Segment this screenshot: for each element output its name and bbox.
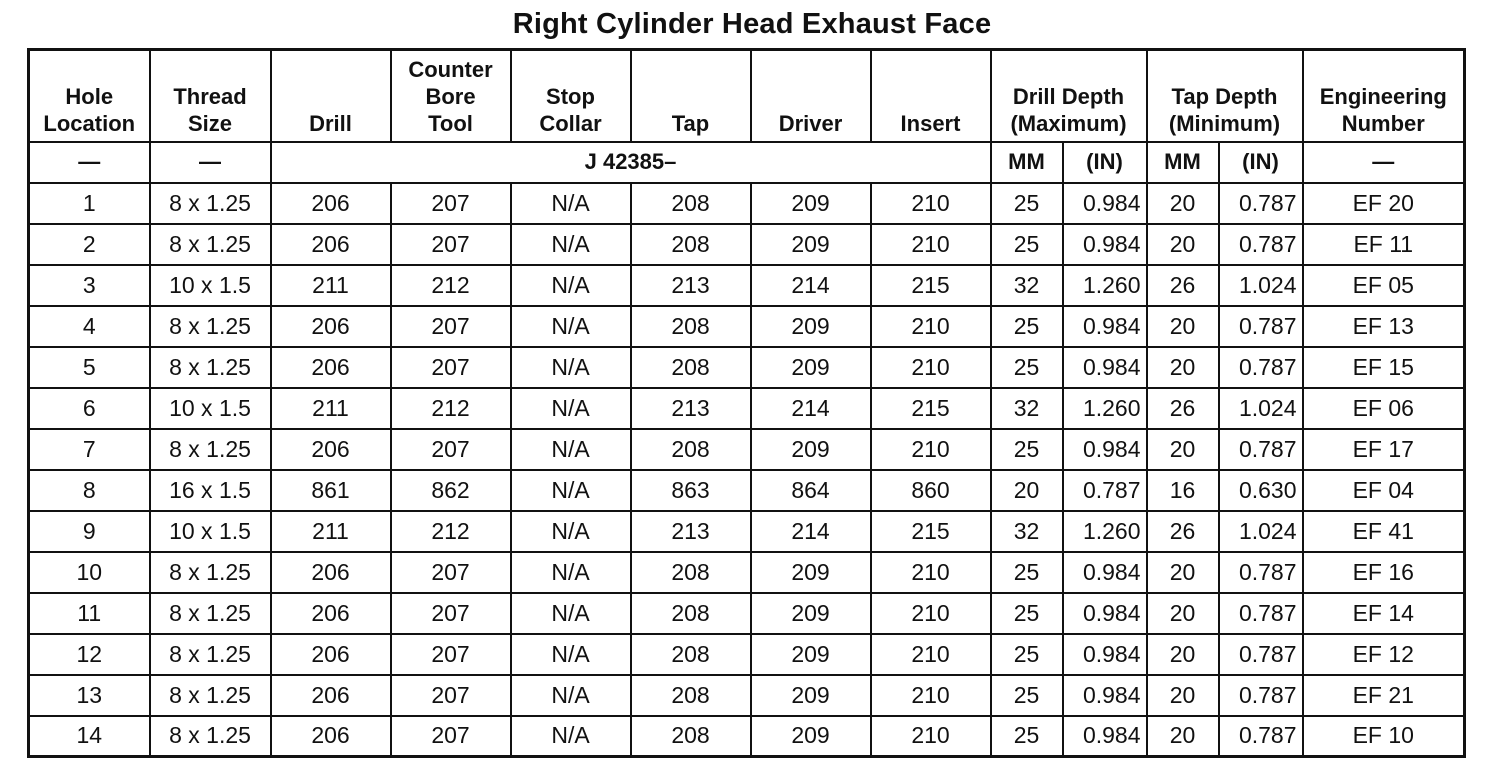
unit-drill-depth-in: (IN) <box>1063 142 1147 183</box>
header-drill <box>271 50 391 142</box>
cell-drill-depth-in: 1.260 <box>1063 265 1147 306</box>
cell-drill-depth-mm: 25 <box>991 429 1063 470</box>
cell-hole-location: 8 <box>29 470 150 511</box>
cell-hole-location: 6 <box>29 388 150 429</box>
header-row <box>29 50 1465 142</box>
cell-hole-location: 5 <box>29 347 150 388</box>
header-drill-depth <box>991 50 1147 142</box>
cell-counter-bore-tool: 207 <box>391 429 511 470</box>
cell-thread-size: 8 x 1.25 <box>150 593 271 634</box>
cell-tap-depth-mm: 20 <box>1147 347 1219 388</box>
cell-insert: 210 <box>871 552 991 593</box>
cell-thread-size: 10 x 1.5 <box>150 265 271 306</box>
cell-driver: 214 <box>751 511 871 552</box>
table-row <box>29 183 1465 224</box>
cell-engineering-number: EF 14 <box>1303 593 1465 634</box>
cell-stop-collar: N/A <box>511 552 631 593</box>
cell-stop-collar: N/A <box>511 224 631 265</box>
unit-hole-location: — <box>29 142 150 183</box>
cell-thread-size: 8 x 1.25 <box>150 183 271 224</box>
unit-engineering-number: — <box>1303 142 1465 183</box>
cell-stop-collar: N/A <box>511 306 631 347</box>
cell-engineering-number: EF 41 <box>1303 511 1465 552</box>
cell-tap-depth-in: 0.787 <box>1219 347 1303 388</box>
cell-hole-location: 10 <box>29 552 150 593</box>
cell-thread-size: 8 x 1.25 <box>150 716 271 757</box>
cell-tap-depth-mm: 26 <box>1147 388 1219 429</box>
cell-tap-depth-in: 1.024 <box>1219 511 1303 552</box>
cell-drill: 206 <box>271 593 391 634</box>
cell-stop-collar: N/A <box>511 388 631 429</box>
cell-hole-location: 14 <box>29 716 150 757</box>
cell-counter-bore-tool: 207 <box>391 306 511 347</box>
cell-drill-depth-in: 0.984 <box>1063 306 1147 347</box>
table-row <box>29 511 1465 552</box>
cell-drill-depth-mm: 20 <box>991 470 1063 511</box>
cell-drill-depth-mm: 32 <box>991 511 1063 552</box>
cell-driver: 864 <box>751 470 871 511</box>
cell-drill: 206 <box>271 347 391 388</box>
cell-insert: 210 <box>871 429 991 470</box>
cell-stop-collar: N/A <box>511 593 631 634</box>
table-row <box>29 675 1465 716</box>
cell-drill: 206 <box>271 552 391 593</box>
header-line: Driver <box>778 110 843 136</box>
cell-tap: 213 <box>631 265 751 306</box>
header-line: Collar <box>539 110 602 136</box>
cell-hole-location: 2 <box>29 224 150 265</box>
header-stop-collar <box>511 50 631 142</box>
cell-insert: 215 <box>871 511 991 552</box>
cell-insert: 210 <box>871 675 991 716</box>
cell-tap: 863 <box>631 470 751 511</box>
unit-tap-depth-in: (IN) <box>1219 142 1303 183</box>
header-line: Bore <box>425 83 476 109</box>
header-line: Stop <box>546 83 595 109</box>
cell-thread-size: 8 x 1.25 <box>150 347 271 388</box>
header-line: Insert <box>900 110 961 136</box>
header-engineering-number <box>1303 50 1465 142</box>
cell-counter-bore-tool: 207 <box>391 347 511 388</box>
cell-drill-depth-in: 0.984 <box>1063 183 1147 224</box>
cell-engineering-number: EF 11 <box>1303 224 1465 265</box>
cell-drill: 206 <box>271 429 391 470</box>
cell-drill-depth-in: 0.787 <box>1063 470 1147 511</box>
cell-insert: 215 <box>871 388 991 429</box>
cell-engineering-number: EF 16 <box>1303 552 1465 593</box>
cell-insert: 210 <box>871 183 991 224</box>
header-line: Location <box>43 110 136 136</box>
cell-engineering-number: EF 10 <box>1303 716 1465 757</box>
cell-stop-collar: N/A <box>511 265 631 306</box>
cell-tap-depth-in: 0.787 <box>1219 429 1303 470</box>
table-row <box>29 593 1465 634</box>
cell-tap: 208 <box>631 306 751 347</box>
table-row <box>29 306 1465 347</box>
cell-counter-bore-tool: 207 <box>391 716 511 757</box>
cell-hole-location: 13 <box>29 675 150 716</box>
unit-drill-depth-mm: MM <box>991 142 1063 183</box>
cell-driver: 209 <box>751 429 871 470</box>
header-line: Thread <box>173 83 247 109</box>
cell-tap-depth-mm: 20 <box>1147 306 1219 347</box>
cell-tap-depth-mm: 20 <box>1147 634 1219 675</box>
header-line: Tap Depth <box>1171 83 1278 109</box>
cell-hole-location: 3 <box>29 265 150 306</box>
cell-engineering-number: EF 04 <box>1303 470 1465 511</box>
units-row <box>29 142 1465 183</box>
cell-drill-depth-in: 0.984 <box>1063 347 1147 388</box>
cell-driver: 209 <box>751 183 871 224</box>
cell-drill-depth-mm: 25 <box>991 306 1063 347</box>
cell-tap-depth-in: 0.787 <box>1219 224 1303 265</box>
cell-tap-depth-in: 0.787 <box>1219 183 1303 224</box>
table-row <box>29 429 1465 470</box>
cell-thread-size: 8 x 1.25 <box>150 675 271 716</box>
cell-drill: 861 <box>271 470 391 511</box>
cell-engineering-number: EF 06 <box>1303 388 1465 429</box>
cell-insert: 210 <box>871 716 991 757</box>
cell-tap: 208 <box>631 347 751 388</box>
cell-stop-collar: N/A <box>511 429 631 470</box>
cell-tap-depth-in: 0.787 <box>1219 634 1303 675</box>
cell-insert: 210 <box>871 224 991 265</box>
cell-thread-size: 8 x 1.25 <box>150 552 271 593</box>
cell-tap-depth-in: 0.787 <box>1219 675 1303 716</box>
cell-stop-collar: N/A <box>511 511 631 552</box>
header-line: Tap <box>671 110 710 136</box>
cell-drill-depth-mm: 32 <box>991 265 1063 306</box>
cell-counter-bore-tool: 207 <box>391 634 511 675</box>
cell-driver: 209 <box>751 634 871 675</box>
cell-driver: 214 <box>751 388 871 429</box>
cell-drill-depth-in: 0.984 <box>1063 675 1147 716</box>
table-row <box>29 634 1465 675</box>
cell-drill: 211 <box>271 511 391 552</box>
cell-engineering-number: EF 21 <box>1303 675 1465 716</box>
cell-stop-collar: N/A <box>511 716 631 757</box>
cell-tap: 208 <box>631 183 751 224</box>
cell-counter-bore-tool: 212 <box>391 265 511 306</box>
cell-stop-collar: N/A <box>511 470 631 511</box>
cell-stop-collar: N/A <box>511 675 631 716</box>
cell-thread-size: 8 x 1.25 <box>150 306 271 347</box>
cell-insert: 215 <box>871 265 991 306</box>
cell-counter-bore-tool: 212 <box>391 388 511 429</box>
header-line: (Maximum) <box>1010 110 1127 136</box>
cell-counter-bore-tool: 207 <box>391 675 511 716</box>
cell-drill-depth-in: 0.984 <box>1063 552 1147 593</box>
cell-hole-location: 12 <box>29 634 150 675</box>
tool-number-prefix: J 42385– <box>271 142 991 183</box>
cell-drill-depth-in: 1.260 <box>1063 511 1147 552</box>
cell-thread-size: 16 x 1.5 <box>150 470 271 511</box>
header-tap-depth <box>1147 50 1303 142</box>
cell-insert: 210 <box>871 593 991 634</box>
cell-engineering-number: EF 13 <box>1303 306 1465 347</box>
header-insert <box>871 50 991 142</box>
table-row <box>29 716 1465 757</box>
cell-drill-depth-in: 1.260 <box>1063 388 1147 429</box>
cell-tap: 213 <box>631 388 751 429</box>
cell-drill-depth-in: 0.984 <box>1063 593 1147 634</box>
cell-driver: 209 <box>751 347 871 388</box>
table-row <box>29 265 1465 306</box>
cell-counter-bore-tool: 207 <box>391 593 511 634</box>
table-row <box>29 552 1465 593</box>
header-line: Drill Depth <box>1012 83 1125 109</box>
cell-tap-depth-mm: 20 <box>1147 593 1219 634</box>
cell-hole-location: 11 <box>29 593 150 634</box>
header-line: Size <box>187 110 233 136</box>
cell-drill-depth-in: 0.984 <box>1063 634 1147 675</box>
cell-insert: 210 <box>871 347 991 388</box>
exhaust-face-spec-table <box>27 48 1466 758</box>
cell-drill-depth-mm: 25 <box>991 552 1063 593</box>
header-line: Number <box>1341 110 1425 136</box>
cell-tap: 208 <box>631 675 751 716</box>
cell-counter-bore-tool: 207 <box>391 183 511 224</box>
header-line: Tool <box>428 110 473 136</box>
cell-drill-depth-mm: 25 <box>991 593 1063 634</box>
cell-tap: 208 <box>631 634 751 675</box>
header-tap <box>631 50 751 142</box>
cell-driver: 209 <box>751 306 871 347</box>
cell-drill: 206 <box>271 675 391 716</box>
cell-thread-size: 8 x 1.25 <box>150 429 271 470</box>
cell-tap-depth-mm: 16 <box>1147 470 1219 511</box>
header-line: Drill <box>309 110 352 136</box>
cell-tap-depth-in: 0.630 <box>1219 470 1303 511</box>
cell-drill-depth-mm: 25 <box>991 183 1063 224</box>
cell-drill: 206 <box>271 224 391 265</box>
cell-thread-size: 10 x 1.5 <box>150 511 271 552</box>
cell-hole-location: 1 <box>29 183 150 224</box>
cell-stop-collar: N/A <box>511 634 631 675</box>
cell-counter-bore-tool: 212 <box>391 511 511 552</box>
cell-drill-depth-in: 0.984 <box>1063 429 1147 470</box>
table-row <box>29 224 1465 265</box>
cell-tap-depth-in: 1.024 <box>1219 265 1303 306</box>
cell-driver: 214 <box>751 265 871 306</box>
cell-drill: 206 <box>271 183 391 224</box>
cell-tap: 208 <box>631 224 751 265</box>
cell-tap-depth-mm: 26 <box>1147 511 1219 552</box>
cell-stop-collar: N/A <box>511 347 631 388</box>
cell-tap: 208 <box>631 429 751 470</box>
header-counter-bore-tool <box>391 50 511 142</box>
cell-tap: 208 <box>631 593 751 634</box>
cell-hole-location: 7 <box>29 429 150 470</box>
cell-engineering-number: EF 05 <box>1303 265 1465 306</box>
cell-insert: 860 <box>871 470 991 511</box>
cell-drill: 206 <box>271 716 391 757</box>
cell-thread-size: 8 x 1.25 <box>150 224 271 265</box>
cell-engineering-number: EF 12 <box>1303 634 1465 675</box>
cell-hole-location: 4 <box>29 306 150 347</box>
cell-tap-depth-in: 0.787 <box>1219 716 1303 757</box>
cell-driver: 209 <box>751 675 871 716</box>
cell-drill-depth-in: 0.984 <box>1063 716 1147 757</box>
cell-tap-depth-mm: 20 <box>1147 716 1219 757</box>
cell-driver: 209 <box>751 552 871 593</box>
header-line: Counter <box>408 56 493 82</box>
cell-drill-depth-mm: 32 <box>991 388 1063 429</box>
cell-tap-depth-mm: 20 <box>1147 675 1219 716</box>
cell-insert: 210 <box>871 306 991 347</box>
header-line: Hole <box>65 83 114 109</box>
header-hole-location <box>29 50 150 142</box>
cell-drill-depth-mm: 25 <box>991 224 1063 265</box>
cell-thread-size: 10 x 1.5 <box>150 388 271 429</box>
cell-tap-depth-in: 1.024 <box>1219 388 1303 429</box>
cell-hole-location: 9 <box>29 511 150 552</box>
cell-counter-bore-tool: 207 <box>391 552 511 593</box>
cell-drill-depth-mm: 25 <box>991 675 1063 716</box>
unit-thread-size: — <box>150 142 271 183</box>
cell-engineering-number: EF 15 <box>1303 347 1465 388</box>
cell-thread-size: 8 x 1.25 <box>150 634 271 675</box>
cell-drill: 211 <box>271 265 391 306</box>
unit-tap-depth-mm: MM <box>1147 142 1219 183</box>
cell-tap: 208 <box>631 716 751 757</box>
header-thread-size <box>150 50 271 142</box>
cell-tap-depth-in: 0.787 <box>1219 306 1303 347</box>
cell-drill-depth-mm: 25 <box>991 716 1063 757</box>
header-line: (Minimum) <box>1168 110 1281 136</box>
table-row <box>29 347 1465 388</box>
cell-driver: 209 <box>751 224 871 265</box>
cell-tap-depth-in: 0.787 <box>1219 593 1303 634</box>
cell-tap: 208 <box>631 552 751 593</box>
cell-drill-depth-mm: 25 <box>991 634 1063 675</box>
cell-engineering-number: EF 17 <box>1303 429 1465 470</box>
cell-tap-depth-mm: 20 <box>1147 429 1219 470</box>
cell-drill-depth-in: 0.984 <box>1063 224 1147 265</box>
table-title: Right Cylinder Head Exhaust Face <box>512 8 992 40</box>
cell-driver: 209 <box>751 716 871 757</box>
cell-drill: 206 <box>271 306 391 347</box>
table-row <box>29 388 1465 429</box>
cell-tap-depth-in: 0.787 <box>1219 552 1303 593</box>
cell-tap-depth-mm: 20 <box>1147 183 1219 224</box>
cell-tap-depth-mm: 20 <box>1147 552 1219 593</box>
cell-counter-bore-tool: 207 <box>391 224 511 265</box>
cell-stop-collar: N/A <box>511 183 631 224</box>
cell-insert: 210 <box>871 634 991 675</box>
cell-counter-bore-tool: 862 <box>391 470 511 511</box>
cell-drill-depth-mm: 25 <box>991 347 1063 388</box>
header-line: Engineering <box>1319 83 1447 109</box>
cell-drill: 211 <box>271 388 391 429</box>
cell-driver: 209 <box>751 593 871 634</box>
table-row <box>29 470 1465 511</box>
cell-drill: 206 <box>271 634 391 675</box>
cell-tap-depth-mm: 20 <box>1147 224 1219 265</box>
cell-engineering-number: EF 20 <box>1303 183 1465 224</box>
header-driver <box>751 50 871 142</box>
cell-tap-depth-mm: 26 <box>1147 265 1219 306</box>
cell-tap: 213 <box>631 511 751 552</box>
